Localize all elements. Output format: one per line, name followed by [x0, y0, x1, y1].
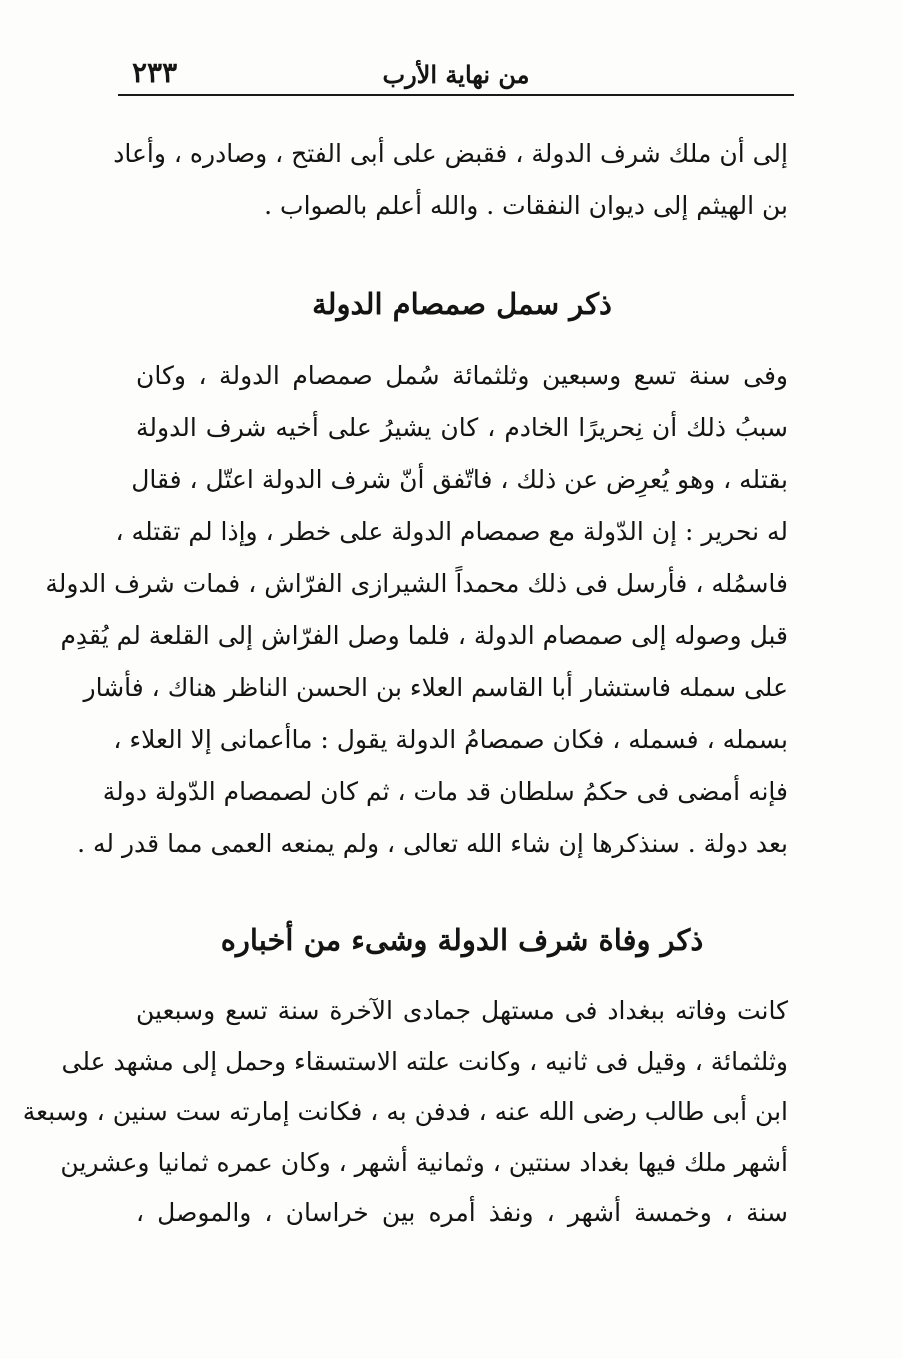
text-line: قبل وصوله إلى صمصام الدولة ، فلما وصل الفرّاش إلى القلعة لم يُقدِم: [60, 621, 788, 650]
section-heading-blinding: ذكر سمل صمصام الدولة: [312, 287, 612, 321]
text-line: سببُ ذلك أن نِحريرًا الخادم ، كان يشيرُ على أخيه شرف الدولة: [136, 413, 788, 442]
text-line: ابن أبى طالب رضى الله عنه ، فدفن به ، فكانت إمارته ست سنين ، وسبعة: [22, 1097, 788, 1126]
section-heading-death: ذكر وفاة شرف الدولة وشىء من أخباره: [220, 923, 704, 957]
text-line: وثلثمائة ، وقيل فى ثانيه ، وكانت علته الاستسقاء وحمل إلى مشهد على: [61, 1046, 788, 1076]
text-line: له نحرير : إن الدّولة مع صمصام الدولة على خطر ، وإذا لم تقتله ،: [115, 517, 788, 546]
text-line: بقتله ، وهو يُعرِض عن ذلك ، فاتّفق أنّ شرف الدولة اعتّل ، فقال: [131, 465, 788, 494]
text-line: سنة ، وخمسة أشهر ، ونفذ أمره بين خراسان ، والموصل ،: [136, 1198, 788, 1227]
text-line: إلى أن ملك شرف الدولة ، فقبض على أبى الفتح ، وصادره ، وأعاد: [113, 139, 788, 168]
running-header: [120, 52, 792, 92]
running-title: من نهاية الأرب: [382, 60, 530, 89]
death-paragraph: [22, 986, 788, 1239]
text-line: بعد دولة . سنذكرها إن شاء الله تعالى ، ولم يمنعه العمى مما قدر له .: [77, 829, 788, 858]
text-line: فاسمُله ، فأرسل فى ذلك محمداً الشيرازى الفرّاش ، فمات شرف الدولة: [45, 569, 788, 598]
text-line: بن الهيثم إلى ديوان النفقات . والله أعلم بالصواب .: [264, 191, 788, 220]
text-line: كانت وفاته ببغداد فى مستهل جمادى الآخرة سنة تسع وسبعين: [136, 996, 788, 1025]
text-line: على سمله فاستشار أبا القاسم العلاء بن الحسن الناظر هناك ، فأشار: [83, 673, 788, 702]
intro-paragraph: [113, 128, 788, 232]
blinding-paragraph: [45, 350, 788, 870]
text-line: وفى سنة تسع وسبعين وثلثمائة سُمل صمصام الدولة ، وكان: [136, 361, 788, 390]
text-line: بسمله ، فسمله ، فكان صمصامُ الدولة يقول : ماأعمانى إلا العلاء ،: [113, 725, 788, 754]
text-line: أشهر ملك فيها بغداد سنتين ، وثمانية أشهر ، وكان عمره ثمانيا وعشرين: [60, 1147, 788, 1177]
text-line: فإنه أمضى فى حكمُ سلطان قد مات ، ثم كان لصمصام الدّولة دولة: [102, 777, 788, 806]
page-number: ٢٣٣: [132, 56, 178, 89]
header-rule: [118, 94, 794, 96]
